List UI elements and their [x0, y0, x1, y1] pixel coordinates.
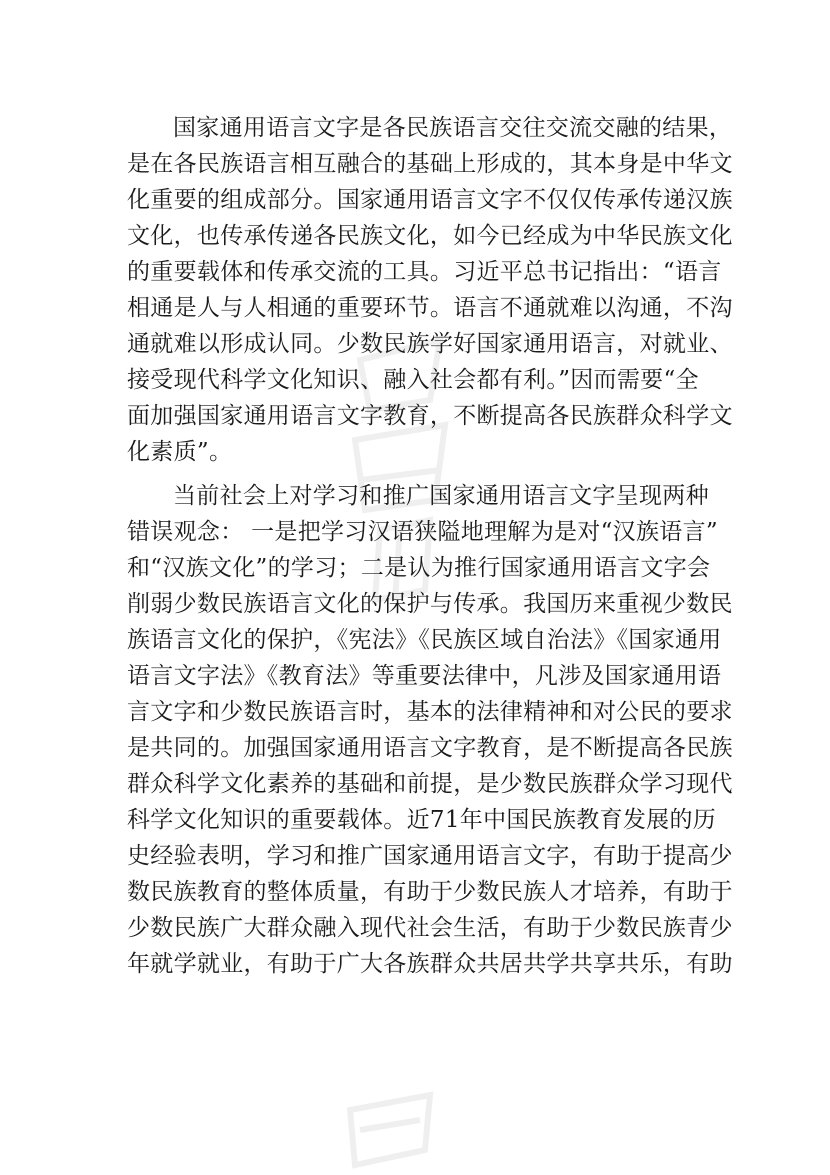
text-line: 的重要载体和传承交流的工具。习近平总书记指出：“语言 — [127, 259, 722, 285]
text-line: 接受现代科学文化知识、融入社会都有利。”因而需要“全 — [127, 367, 699, 393]
text-line: 化重要的组成部分。国家通用语言文字不仅仅传承传递汉族 — [127, 187, 733, 213]
text-line: 是在各民族语言相互融合的基础上形成的，其本身是中华文 — [127, 151, 733, 177]
document-body — [127, 110, 733, 982]
text-line: 科学文化知识的重要载体。近71年中国民族教育发展的历 — [127, 807, 717, 833]
text-line: 和“汉族文化”的学习；二是认为推行国家通用语言文字会 — [127, 555, 711, 581]
text-line: 化素质”。 — [127, 439, 233, 465]
text-line: 通就难以形成认同。少数民族学好国家通用语言，对就业、 — [127, 331, 733, 357]
text-line: 族语言文化的保护，《宪法》《民族区域自治法》《国家通用 — [127, 627, 722, 653]
text-line: 少数民族广大群众融入现代社会生活，有助于少数民族青少 — [127, 915, 733, 941]
text-line: 当前社会上对学习和推广国家通用语言文字呈现两种 — [173, 483, 709, 509]
text-line: 国家通用语言文字是各民族语言交往交流交融的结果， — [173, 115, 733, 141]
text-line: 数民族教育的整体质量，有助于少数民族人才培养，有助于 — [127, 879, 733, 905]
paragraph-1 — [127, 110, 733, 470]
text-line: 群众科学文化素养的基础和前提，是少数民族群众学习现代 — [127, 771, 733, 797]
text-line: 削弱少数民族语言文化的保护与传承。我国历来重视少数民 — [127, 591, 733, 617]
text-line: 语言文字法》《教育法》等重要法律中，凡涉及国家通用语 — [127, 663, 722, 689]
paragraph-gap — [127, 470, 707, 478]
text-line: 年就学就业，有助于广大各族群众共居共学共享共乐，有助 — [127, 951, 733, 977]
text-line: 史经验表明，学习和推广国家通用语言文字，有助于提高少 — [127, 843, 733, 869]
text-line: 文化，也传承传递各民族文化，如今已经成为中华民族文化 — [127, 223, 733, 249]
watermark-logo-bottom — [330, 1090, 450, 1175]
text-line: 是共同的。加强国家通用语言文字教育，是不断提高各民族 — [127, 735, 733, 761]
text-line: 言文字和少数民族语言时，基本的法律精神和对公民的要求 — [127, 699, 733, 725]
paragraph-2 — [127, 478, 733, 982]
text-line: 错误观念： 一是把学习汉语狭隘地理解为是对“汉族语言” — [127, 519, 718, 545]
text-line: 相通是人与人相通的重要环节。语言不通就难以沟通，不沟 — [127, 295, 733, 321]
text-line: 面加强国家通用语言文字教育，不断提高各民族群众科学文 — [127, 403, 733, 429]
